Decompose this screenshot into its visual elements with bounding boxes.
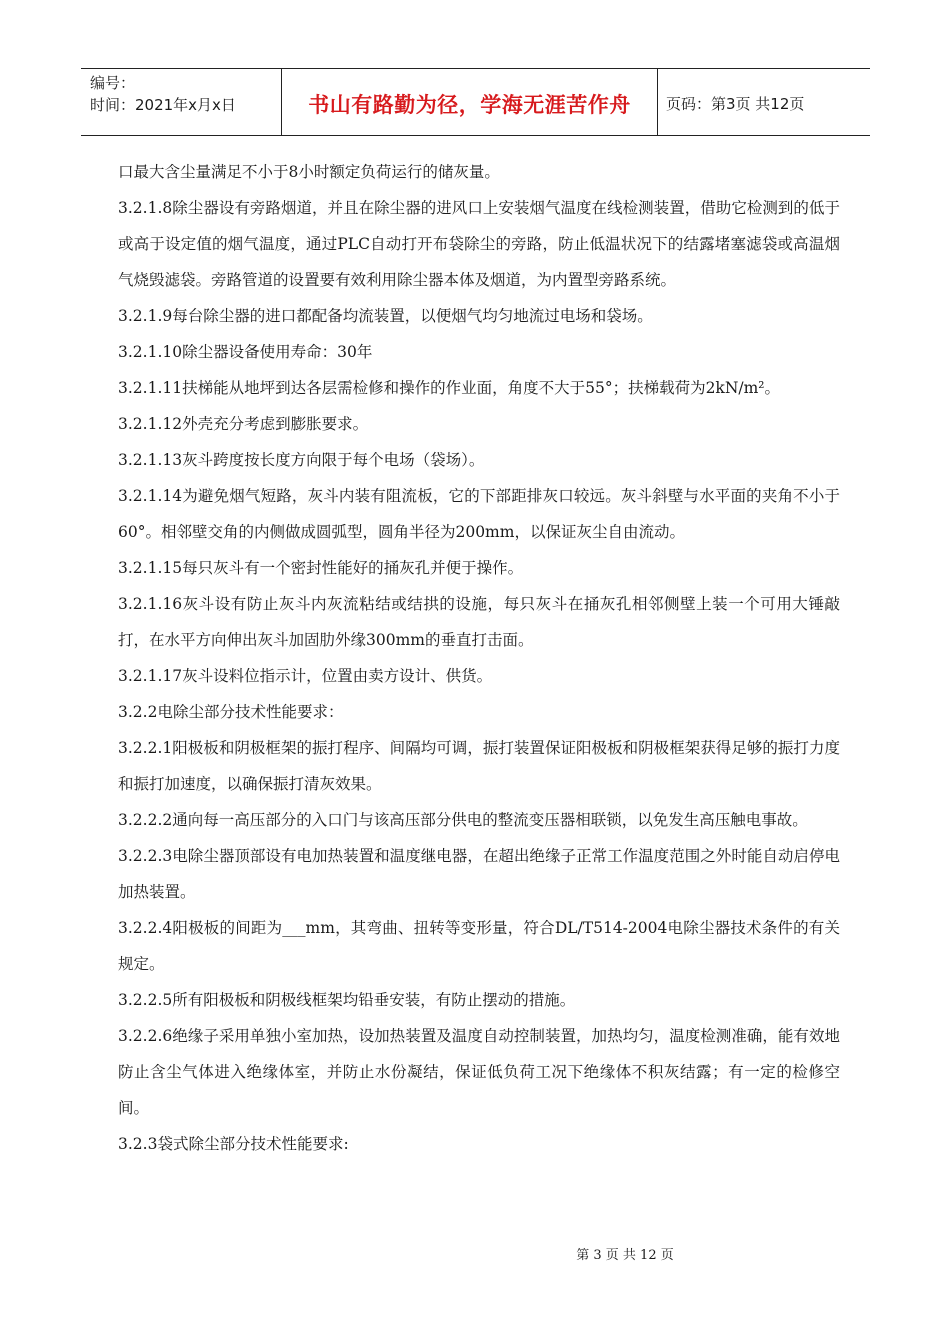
header-page-cell bbox=[658, 69, 870, 135]
paragraph: 3.2.1.8除尘器设有旁路烟道，并且在除尘器的进风口上安装烟气温度在线检测装置，借助它检测到的低于或高于设定值的烟气温度，通过PLC自动打开布袋除尘的旁路，防止低温状况下的结露堵塞滤袋或高温烟气烧毁滤袋。旁路管道的设置要有效利用除尘器本体及烟道，为内置型旁路系统。 bbox=[118, 199, 840, 289]
motto: 书山有路勤为径，学海无涯苦作舟 bbox=[308, 93, 631, 117]
footer-page-number: 第 3 页 共 12 页 bbox=[576, 1248, 674, 1263]
section-heading: 3.2.2电除尘部分技术性能要求： bbox=[118, 703, 344, 721]
paragraph: 3.2.1.9每台除尘器的进口都配备均流装置，以便烟气均匀地流过电场和袋场。 bbox=[118, 307, 653, 325]
paragraph: 口最大含尘量满足不小于8小时额定负荷运行的储灰量。 bbox=[118, 163, 500, 181]
section-heading: 3.2.3袋式除尘部分技术性能要求: bbox=[118, 1135, 349, 1153]
paragraph: 3.2.2.4阳极板的间距为___mm，其弯曲、扭转等变形量，符合DL/T514-2004电除尘器技术条件的有关规定。 bbox=[118, 919, 840, 973]
paragraph: 3.2.1.12外壳充分考虑到膨胀要求。 bbox=[118, 415, 369, 433]
paragraph: 3.2.1.13灰斗跨度按长度方向限于每个电场（袋场）。 bbox=[118, 451, 485, 469]
page-footer bbox=[0, 1244, 950, 1263]
paragraph: 3.2.2.1阳极板和阴极框架的振打程序、间隔均可调，振打装置保证阳极板和阴极框架获得足够的振打力度和振打加速度，以确保振打清灰效果。 bbox=[118, 739, 840, 793]
header-motto-cell bbox=[282, 69, 658, 135]
paragraph: 3.2.1.14为避免烟气短路，灰斗内装有阻流板，它的下部距排灰口较远。灰斗斜壁与水平面的夹角不小于60°。相邻壁交角的内侧做成圆弧型，圆角半径为200mm，以保证灰尘自由流动。 bbox=[118, 487, 840, 541]
paragraph: 3.2.2.5所有阳极板和阴极线框架均铅垂安装，有防止摆动的措施。 bbox=[118, 991, 576, 1009]
paragraph: 3.2.2.3电除尘器顶部设有电加热装置和温度继电器，在超出绝缘子正常工作温度范围之外时能自动启停电加热装置。 bbox=[118, 847, 840, 901]
paragraph: 3.2.1.10除尘器设备使用寿命：30年 bbox=[118, 343, 373, 361]
document-body bbox=[118, 154, 840, 1162]
paragraph: 3.2.2.2通向每一高压部分的入口门与该高压部分供电的整流变压器相联锁，以免发生高压触电事故。 bbox=[118, 811, 808, 829]
paragraph: 3.2.1.11扶梯能从地坪到达各层需检修和操作的作业面，角度不大于55°；扶梯载荷为2kN/m²。 bbox=[118, 379, 781, 397]
paragraph: 3.2.1.17灰斗设料位指示计，位置由卖方设计、供货。 bbox=[118, 667, 493, 685]
paragraph: 3.2.2.6绝缘子采用单独小室加热，设加热装置及温度自动控制装置，加热均匀，温度检测准确，能有效地防止含尘气体进入绝缘体室，并防止水份凝结，保证低负荷工况下绝缘体不积灰结露；有一定的检修空间。 bbox=[118, 1027, 840, 1117]
paragraph: 3.2.1.16灰斗设有防止灰斗内灰流粘结或结拱的设施，每只灰斗在捅灰孔相邻侧壁上装一个可用大锤敲打，在水平方向伸出灰斗加固肋外缘300mm的垂直打击面。 bbox=[118, 595, 840, 649]
number-label: 编号： bbox=[90, 74, 136, 92]
page-header bbox=[81, 68, 870, 136]
paragraph: 3.2.1.15每只灰斗有一个密封性能好的捅灰孔并便于操作。 bbox=[118, 559, 524, 577]
page-label: 页码：第3页 共12页 bbox=[666, 94, 805, 113]
header-meta bbox=[81, 69, 282, 135]
date-label: 时间：2021年x月x日 bbox=[90, 96, 236, 114]
